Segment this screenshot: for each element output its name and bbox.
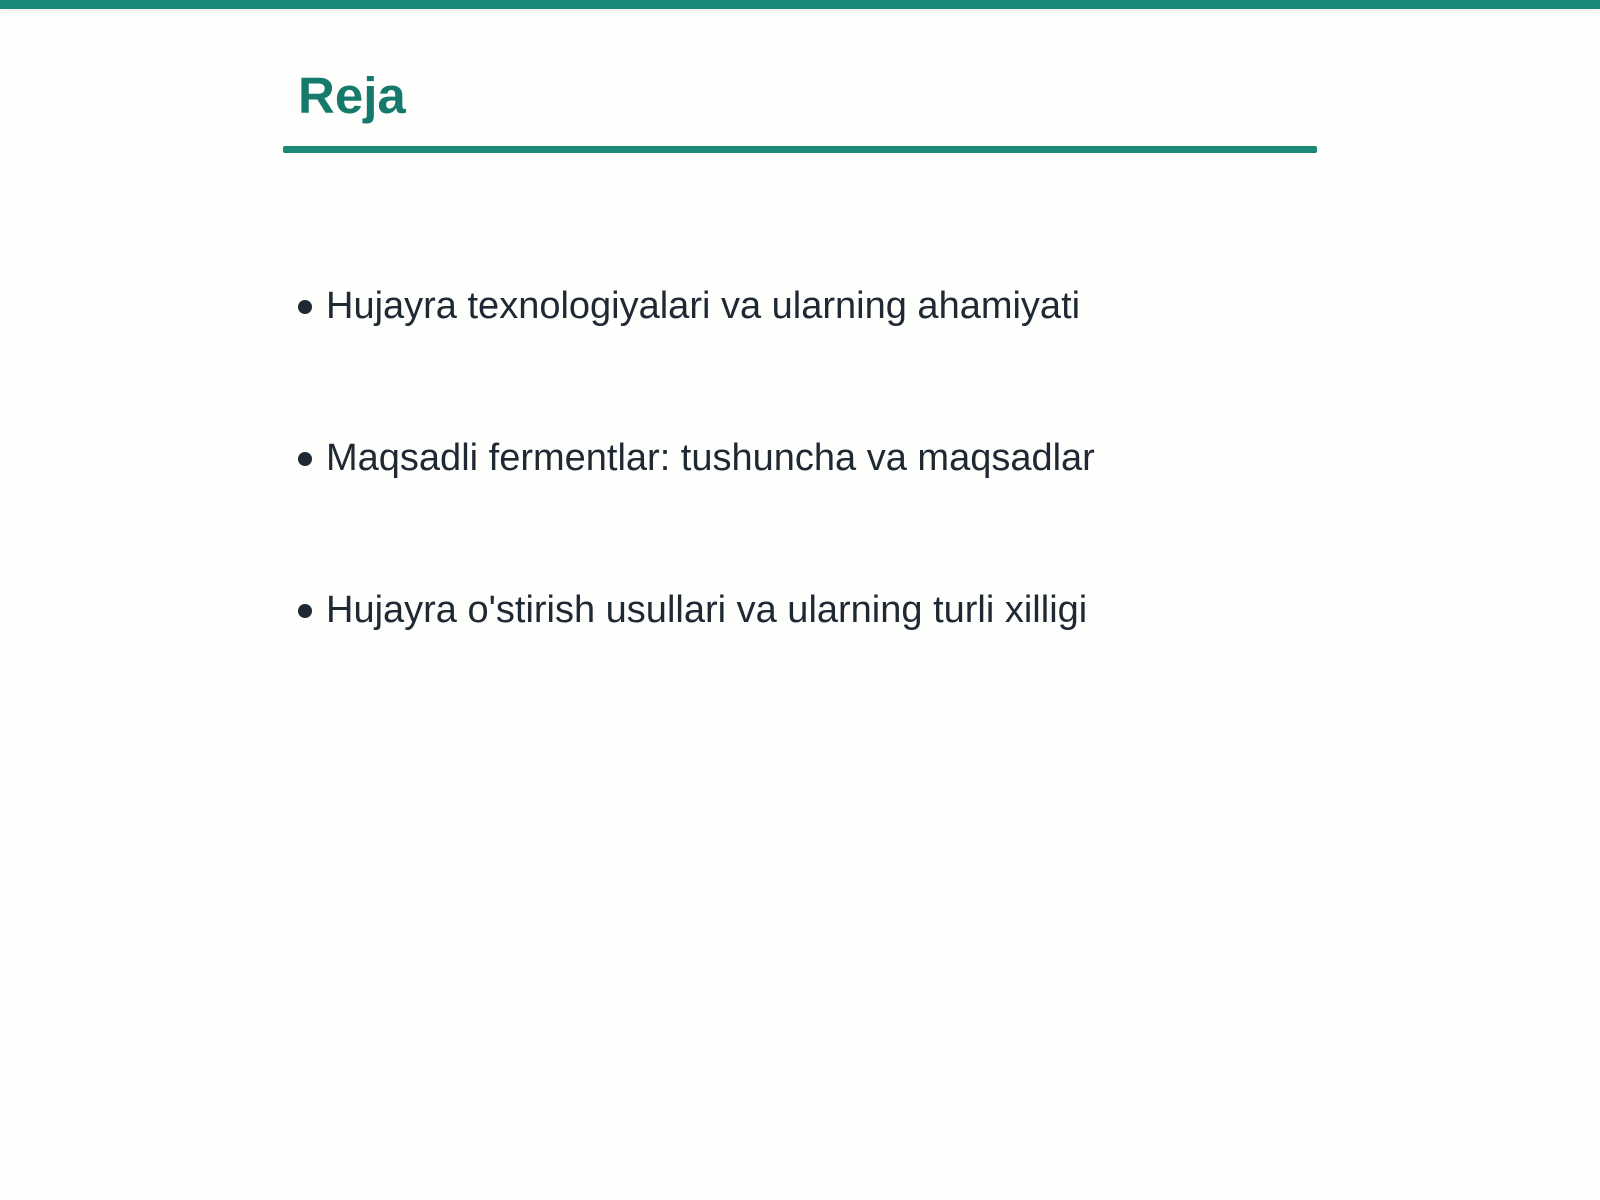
top-accent-bar (0, 0, 1600, 9)
bullet-dot-icon (298, 604, 312, 618)
bullet-text: Hujayra o'stirish usullari va ularning turli xilligi (326, 589, 1088, 631)
slide-title: Reja (298, 67, 406, 124)
bullet-list (298, 280, 1095, 736)
bullet-dot-icon (298, 300, 312, 314)
title-underline (283, 146, 1317, 153)
bullet-dot-icon (298, 452, 312, 466)
bullet-item (298, 280, 1095, 432)
bullet-text: Hujayra texnologiyalari va ularning ahamiyati (326, 285, 1081, 327)
bullet-item (298, 432, 1095, 584)
bullet-item (298, 584, 1095, 736)
bullet-text: Maqsadli fermentlar: tushuncha va maqsadlar (326, 437, 1095, 479)
